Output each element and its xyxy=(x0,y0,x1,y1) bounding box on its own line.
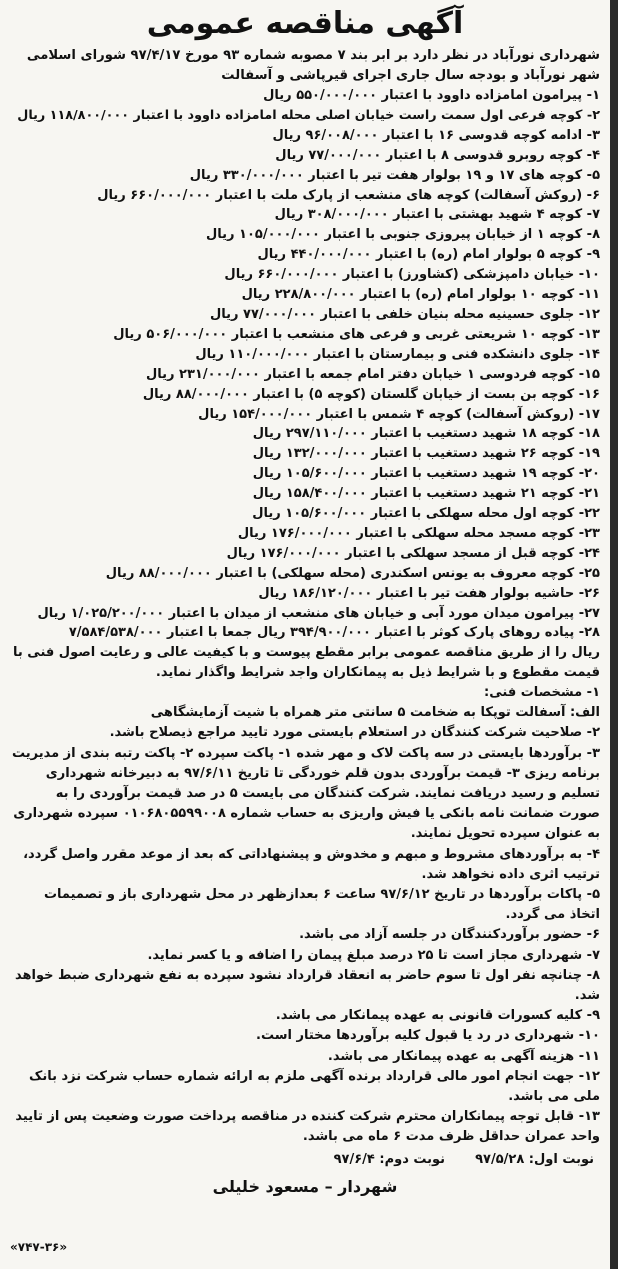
condition-item: ۹- کلیه کسورات قانونی به عهده پیمانکار می باشد. xyxy=(275,1008,600,1024)
project-item: ۹- کوچه ۵ بولوار امام (ره) با اعتبار ۴۴۰/۰۰۰/۰۰۰ ریال xyxy=(257,247,600,263)
mayor-signature: شهردار – مسعود خلیلی xyxy=(212,1176,398,1196)
tender-notice xyxy=(6,4,604,1262)
publication-dates xyxy=(10,1150,594,1170)
project-item: ۸- کوچه ۱ از خیابان پیروزی جنوبی با اعتبار ۱۰۵/۰۰۰/۰۰۰ ریال xyxy=(205,227,600,243)
project-item: ۳- ادامه کوچه قدوسی ۱۶ با اعتبار ۹۶/۰۰۸/۰۰۰ ریال xyxy=(272,127,600,143)
project-item: ۱۱- کوچه ۱۰ بولوار امام (ره) با اعتبار ۲۲۸/۸۰۰/۰۰۰ ریال xyxy=(241,287,600,303)
project-item: ۱۷- (روکش آسفالت) کوچه ۴ شمس با اعتبار ۱۵۴/۰۰۰/۰۰۰ ریال xyxy=(198,406,600,422)
project-item: ۱۸- کوچه ۱۸ شهید دستغیب با اعتبار ۲۹۷/۱۱۰/۰۰۰ ریال xyxy=(252,426,600,442)
project-item: ۱۲- جلوی حسینیه محله بنیان خلفی با اعتبار ۷۷/۰۰۰/۰۰۰ ریال xyxy=(209,306,600,322)
notice-title: آگهی مناقصه عمومی xyxy=(146,6,464,41)
condition-item: ۳- برآوردها بایستی در سه پاکت لاک و مهر شده ۱- پاکت سپرده ۲- پاکت رتبه بندی از مدیریت برنامه ریزی ۳- قیمت برآوردی بدون قلم خوردگی تا تاریخ ۹۷/۶/۱۱ به دبیرخانه شهرداری تسلیم و رسید دریافت نمایند. شرکت کنندگان می بایست ۵ در صد قیمت برآوردی را به صورت ضمانت نامه بانکی یا فیش واریزی به حساب شماره ۰۱۰۶۸۰۵۵۹۹۰۰۸ سپرده شهرداری به عنوان سپرده تحویل نمایند. xyxy=(11,745,600,842)
project-item: ۷- کوچه ۴ شهید بهشتی با اعتبار ۳۰۸/۰۰۰/۰۰۰ ریال xyxy=(274,207,600,223)
project-item: ۱۰- خیابان دامپزشکی (کشاورز) با اعتبار ۶۶۰/۰۰۰/۰۰۰ ریال xyxy=(224,267,600,283)
project-item: ۱۵- کوچه فردوسی ۱ خیابان دفتر امام جمعه با اعتبار ۲۳۱/۰۰۰/۰۰۰ ریال xyxy=(145,366,600,382)
condition-item: ۱۰- شهرداری در رد یا قبول کلیه برآوردها مختار است. xyxy=(256,1028,600,1044)
project-item: ۲۴- کوچه قبل از مسجد سهلکی با اعتبار ۱۷۶/۰۰۰/۰۰۰ ریال xyxy=(226,545,600,561)
condition-item: ۱۳- قابل توجه پیمانکاران محترم شرکت کننده در مناقصه پرداخت صورت وضعیت پس از تایید واحد عمران حداقل ظرف مدت ۶ ماه می باشد. xyxy=(15,1109,600,1145)
condition-item: ۱۱- هزینه آگهی به عهده پیمانکار می باشد. xyxy=(327,1048,600,1064)
project-item: ۲- کوچه فرعی اول سمت راست خیابان اصلی محله امامزاده داوود با اعتبار ۱۱۸/۸۰۰/۰۰۰ ریال xyxy=(17,107,600,123)
project-item: ۱۳- کوچه ۱۰ شریعتی غربی و فرعی های منشعب با اعتبار ۵۰۶/۰۰۰/۰۰۰ ریال xyxy=(113,326,600,342)
condition-item: ۱۲- جهت انجام امور مالی قرارداد برنده آگهی ملزم به ارائه شماره حساب شرکت نزد بانک ملی می باشد. xyxy=(29,1068,600,1105)
project-item: ۴- کوچه روبرو قدوسی ۸ با اعتبار ۷۷/۰۰۰/۰۰۰ ریال xyxy=(275,147,600,163)
project-item: ۲۸- پیاده روهای پارک کوثر با اعتبار ۳۹۴/۹۰۰/۰۰۰ ریال جمعا با اعتبار ۷/۵۸۴/۵۳۸/۰۰۰ xyxy=(68,625,600,641)
condition-item: ۵- پاکات برآوردها در تاریخ ۹۷/۶/۱۲ ساعت ۶ بعدازظهر در محل شهرداری باز و تصمیمات اتخاذ می گردد. xyxy=(43,887,600,923)
closing-paragraph: ریال را از طریق مناقصه عمومی برابر مقطع پیوست و با کیفیت عالی و رعایت اصول فنی با قیمت مقطوع و با شرایط ذیل به پیمانکاران واجد شرایط واگذار نماید. xyxy=(13,645,600,681)
project-item: ۱۴- جلوی دانشکده فنی و بیمارستان با اعتبار ۱۱۰/۰۰۰/۰۰۰ ریال xyxy=(195,346,600,362)
ad-code: «۷۴۷-۳۶» xyxy=(10,1240,68,1254)
condition-item: ۷- شهرداری مجاز است تا ۲۵ درصد مبلغ پیمان را اضافه و یا کسر نماید. xyxy=(147,947,600,963)
project-item: ۲۶- حاشیه بولوار هفت تیر با اعتبار ۱۸۶/۱۲۰/۰۰۰ ریال xyxy=(258,585,600,601)
condition-item: ۴- به برآوردهای مشروط و مبهم و مخدوش و پیشنهاداتی که بعد از موعد مقرر واصل گردد، ترتیب اثری داده نخواهد شد. xyxy=(23,846,600,882)
project-item: ۲۵- کوچه معروف به یونس اسکندری (محله سهلکی) با اعتبار ۸۸/۰۰۰/۰۰۰ ریال xyxy=(105,565,600,581)
second-publication: نوبت دوم: ۹۷/۶/۴ xyxy=(333,1151,446,1167)
project-item: ۲۲- کوچه اول محله سهلکی با اعتبار ۱۰۵/۶۰۰/۰۰۰ ریال xyxy=(252,506,600,522)
project-item: ۶- (روکش آسفالت) کوچه های منشعب از پارک ملت با اعتبار ۶۶۰/۰۰۰/۰۰۰ ریال xyxy=(97,187,600,203)
project-item: ۵- کوچه های ۱۷ و ۱۹ بولوار هفت تیر با اعتبار ۳۳۰/۰۰۰/۰۰۰ ریال xyxy=(189,167,600,183)
notice-intro: شهرداری نورآباد در نظر دارد بر ابر بند ۷ مصوبه شماره ۹۳ مورخ ۹۷/۴/۱۷ شورای اسلامی شهر نورآباد و بودجه سال جاری اجرای قیرپاشی و آسفالت xyxy=(26,48,600,83)
conditions-list xyxy=(6,723,604,1147)
project-item: ۲۳- کوچه مسجد محله سهلکی با اعتبار ۱۷۶/۰۰۰/۰۰۰ ریال xyxy=(237,525,600,541)
project-item: ۲۱- کوچه ۲۱ شهید دستغیب با اعتبار ۱۵۸/۴۰۰/۰۰۰ ریال xyxy=(252,486,600,502)
technical-specs-title: ۱- مشخصات فنی: xyxy=(484,685,600,701)
condition-item: ۶- حضور برآوردکنندگان در جلسه آزاد می باشد. xyxy=(299,927,600,943)
project-item: ۲۰- کوچه ۱۹ شهید دستغیب با اعتبار ۱۰۵/۶۰۰/۰۰۰ ریال xyxy=(252,466,600,482)
project-item: ۱- پیرامون امامزاده داوود با اعتبار ۵۵۰/۰۰۰/۰۰۰ ریال xyxy=(263,88,600,103)
first-publication: نوبت اول: ۹۷/۵/۲۸ xyxy=(475,1151,594,1167)
condition-item: ۸- چنانچه نفر اول تا سوم حاضر به انعقاد قرارداد نشود سپرده به نفع شهرداری ضبط خواهد شد. xyxy=(15,967,600,1004)
project-list xyxy=(10,86,600,643)
project-item: ۱۶- کوچه بن بست از خیابان گلستان (کوچه ۵) با اعتبار ۸۸/۰۰۰/۰۰۰ ریال xyxy=(142,386,600,402)
condition-item: ۲- صلاحیت شرکت کنندگان در استعلام بایستی مورد تایید مراجع ذیصلاح باشد. xyxy=(109,725,600,741)
page-edge xyxy=(610,0,618,1269)
technical-specs-a: الف: آسفالت توپکا به ضخامت ۵ سانتی متر همراه با شیت آزمایشگاهی xyxy=(150,705,600,721)
project-item: ۲۷- پیرامون میدان مورد آبی و خیابان های منشعب از میدان با اعتبار ۱/۰۲۵/۲۰۰/۰۰۰ ریال xyxy=(37,605,600,621)
project-item: ۱۹- کوچه ۲۶ شهید دستغیب با اعتبار ۱۳۲/۰۰۰/۰۰۰ ریال xyxy=(252,446,600,462)
